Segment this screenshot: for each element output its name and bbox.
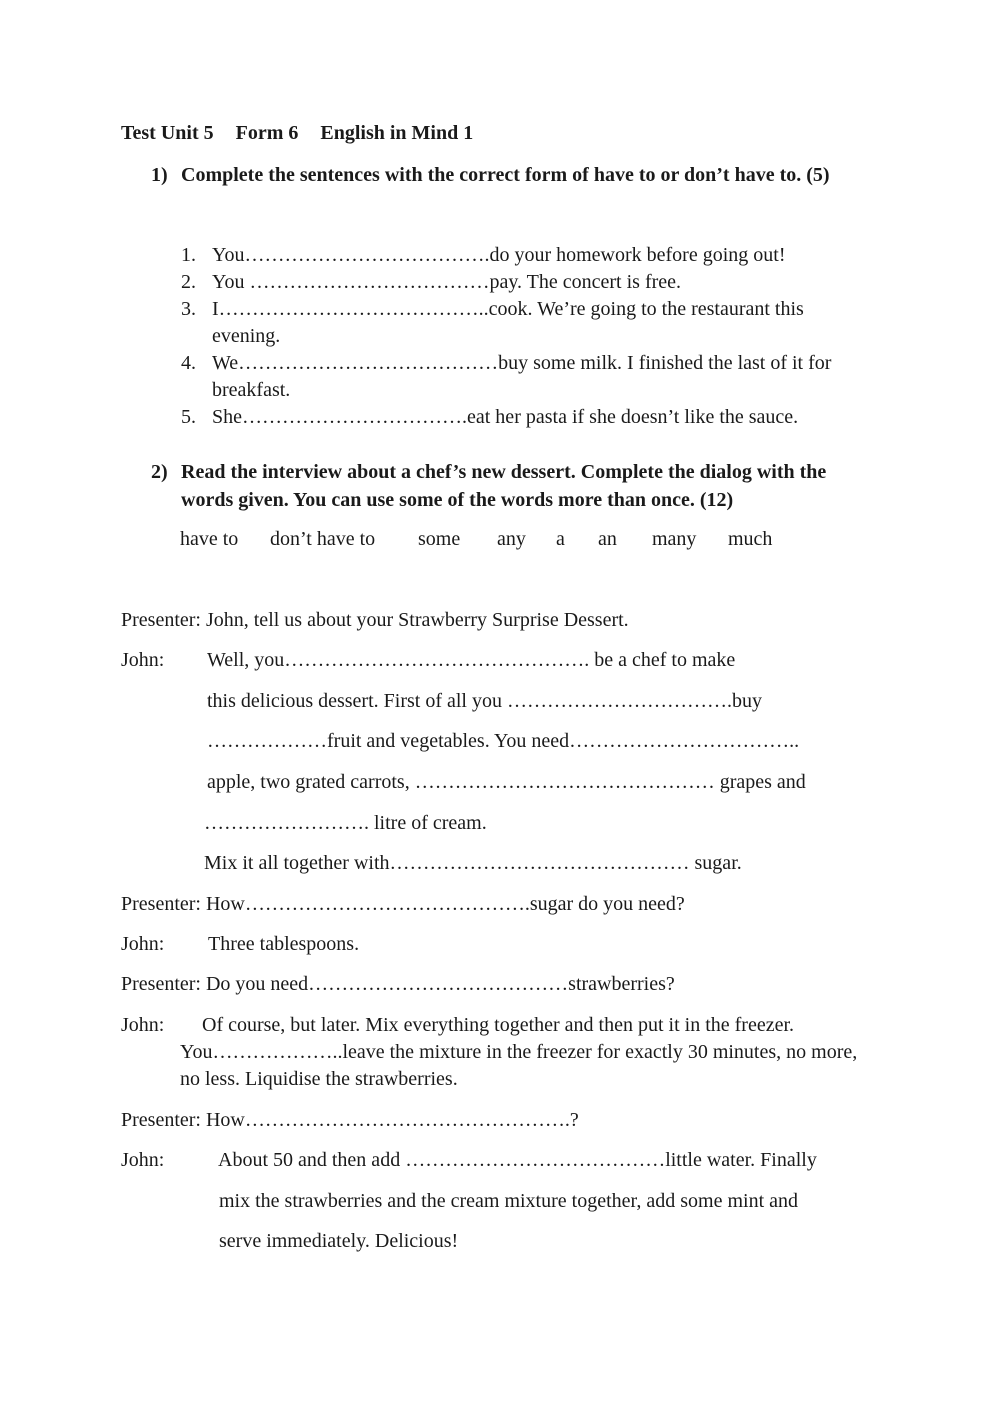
item-number: 3. bbox=[181, 298, 196, 320]
dialog-john-line: mix the strawberries and the cream mixture together, add some mint and bbox=[219, 1190, 799, 1212]
item-text: You ………………………………pay. The concert is free. bbox=[212, 271, 682, 293]
item-number: 2. bbox=[181, 271, 196, 293]
speaker-label-john: John: bbox=[121, 1149, 165, 1171]
dialog-john-line: Of course, but later. Mix everything together and then put it in the freezer. bbox=[202, 1014, 795, 1036]
dialog-presenter-line: Presenter: John, tell us about your Strawberry Surprise Dessert. bbox=[121, 609, 629, 631]
section1-instruction: Complete the sentences with the correct form of have to or don’t have to. (5) bbox=[181, 164, 830, 186]
title-form: Form 6 bbox=[235, 122, 299, 144]
section2-instruction: Read the interview about a chef’s new dessert. Complete the dialog with the words given. You can use some of the words more than once. (12) bbox=[181, 461, 827, 511]
title-book: English in Mind 1 bbox=[320, 122, 474, 144]
word-bank-item: some bbox=[418, 528, 461, 550]
dialog-john-line: this delicious dessert. First of all you …………………………….buy bbox=[207, 690, 762, 712]
dialog-john-line: ……………………. litre of cream. bbox=[204, 812, 487, 834]
dialog-john-line: About 50 and then add …………………………………little water. Finally bbox=[218, 1149, 817, 1171]
item-text: She…………………………….eat her pasta if she doesn’t like the sauce. bbox=[212, 406, 799, 428]
word-bank-item: have to bbox=[180, 528, 239, 550]
dialog-john-line: Well, you………………………………………. be a chef to make bbox=[207, 649, 736, 671]
dialog-john-line: ………………fruit and vegetables. You need…………………………….. bbox=[207, 730, 800, 752]
word-bank-item: many bbox=[652, 528, 697, 550]
word-bank-item: a bbox=[556, 528, 565, 550]
dialog-john-line: Three tablespoons. bbox=[208, 933, 360, 955]
section2-number: 2) bbox=[151, 461, 168, 483]
dialog-presenter-line: Presenter: Do you need…………………………………strawberries? bbox=[121, 973, 675, 995]
dialog-john-paragraph: You………………..leave the mixture in the freezer for exactly 30 minutes, no more, no less. Liquidise the strawberries. bbox=[180, 1041, 858, 1090]
dialog-presenter-line: Presenter: How…………………………………….sugar do you need? bbox=[121, 893, 685, 915]
speaker-label-john: John: bbox=[121, 933, 165, 955]
dialog-presenter-line: Presenter: How………………………………………….? bbox=[121, 1109, 579, 1131]
page-title bbox=[121, 120, 473, 146]
item-text: I…………………………………..cook. We’re going to the restaurant this evening. bbox=[212, 298, 804, 347]
item-text: We…………………………………buy some milk. I finished the last of it for breakfast. bbox=[212, 352, 832, 401]
speaker-label-john: John: bbox=[121, 1014, 165, 1036]
item-number: 5. bbox=[181, 406, 196, 428]
word-bank-item: an bbox=[598, 528, 617, 550]
title-unit: Test Unit 5 bbox=[121, 122, 214, 144]
word-bank-item: any bbox=[497, 528, 526, 550]
item-text: You……………………………….do your homework before going out! bbox=[212, 244, 786, 266]
dialog-john-line: Mix it all together with……………………………………… sugar. bbox=[204, 852, 742, 874]
word-bank-item: don’t have to bbox=[270, 528, 376, 550]
item-number: 1. bbox=[181, 244, 196, 266]
speaker-label-john: John: bbox=[121, 649, 165, 671]
section1-number: 1) bbox=[151, 164, 168, 186]
item-number: 4. bbox=[181, 352, 196, 374]
word-bank-item: much bbox=[728, 528, 773, 550]
dialog-john-line: serve immediately. Delicious! bbox=[219, 1230, 459, 1252]
dialog-john-line: apple, two grated carrots, ……………………………………… grapes and bbox=[207, 771, 806, 793]
